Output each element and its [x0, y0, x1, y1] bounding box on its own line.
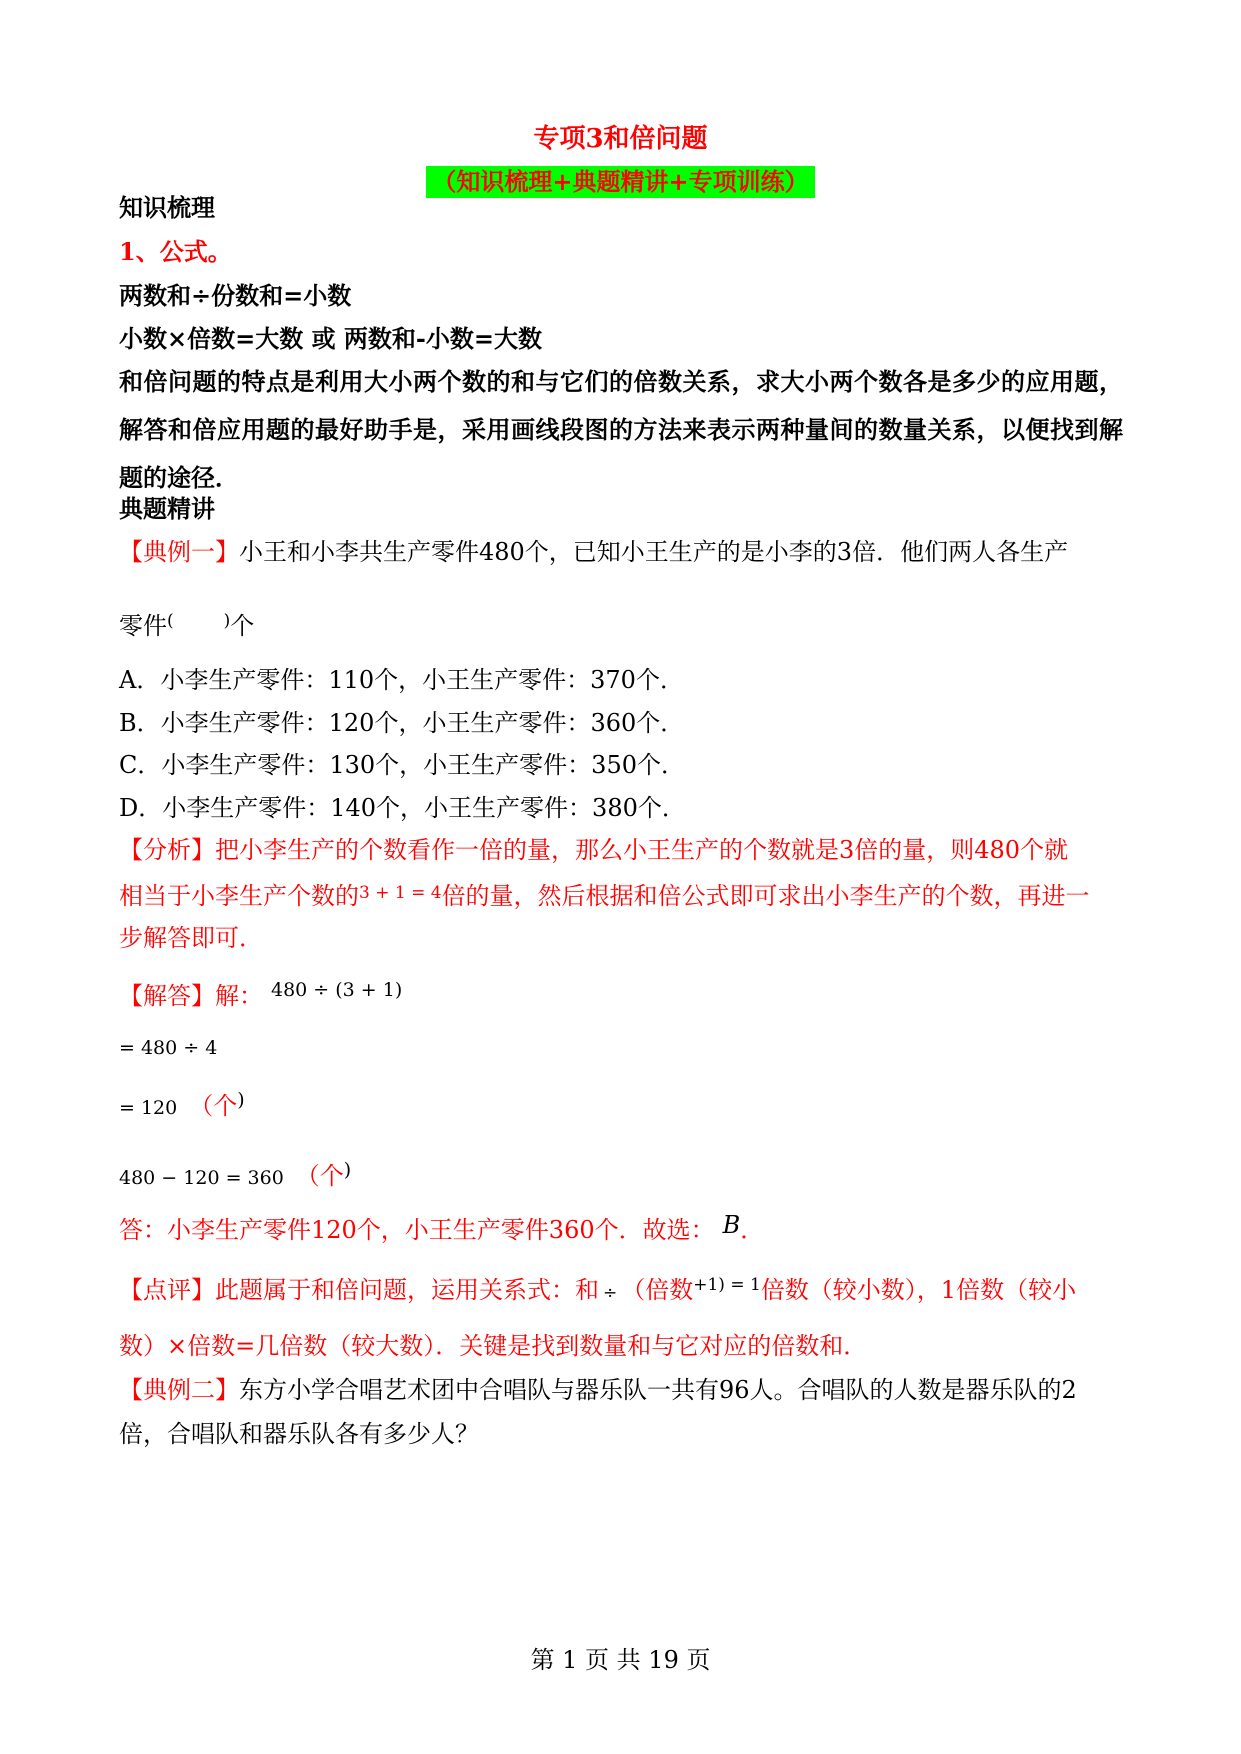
option-b: B．小李生产零件：120个，小王生产零件：360个．	[119, 709, 685, 737]
answer-choice: B	[722, 1211, 741, 1239]
answer-end: ．	[740, 1216, 765, 1244]
unit-close-2: )	[343, 1159, 352, 1181]
comment-text1c: 倍数（较小数），1倍数（较小	[760, 1276, 1077, 1304]
comment-tag: 【点评】	[119, 1276, 215, 1304]
option-d: D．小李生产零件：140个，小王生产零件：380个．	[119, 794, 686, 822]
example1-text2b: 个	[230, 612, 255, 640]
analysis-math: 3 + 1 = 4	[359, 883, 442, 903]
example1-question-line2	[119, 610, 254, 645]
option-c: C．小李生产零件：130个，小王生产零件：350个．	[119, 751, 685, 779]
formula-line-2: 小数×倍数=大数 或 两数和-小数=大数	[119, 324, 542, 353]
comment-math: +1) = 1	[693, 1275, 761, 1295]
solution-step2: = 480 ÷ 4	[119, 1037, 218, 1059]
example1-text: 小王和小李共生产零件480个，已知小王生产的是小李的3倍．他们两人各生产	[239, 538, 1069, 566]
unit-label-2: （个	[295, 1162, 344, 1190]
answer-blank-open: (	[167, 611, 174, 631]
comment-line2: 数）×倍数=几倍数（较大数）．关键是找到数量和与它对应的倍数和．	[119, 1332, 868, 1360]
analysis-text1: 把小李生产的个数看作一倍的量，那么小王生产的个数就是3倍的量，则480个就	[215, 836, 1069, 864]
section-knowledge-heading: 知识梳理	[119, 193, 215, 222]
explanation-paragraph: 和倍问题的特点是利用大小两个数的和与它们的倍数关系，求大小两个数各是多少的应用题，解答和倍应用题的最好助手是，采用画线段图的方法来表示两种量间的数量关系，以便找到解题的途径．	[119, 367, 1123, 492]
solution-step4: 480 − 120 = 360	[119, 1167, 284, 1189]
solution-step3-line	[119, 1090, 245, 1124]
option-a: A．小李生产零件：110个，小王生产零件：370个．	[119, 666, 684, 694]
example2-text1: 东方小学合唱艺术团中合唱队与器乐队一共有96人。合唱队的人数是器乐队的2	[239, 1376, 1077, 1404]
example2-question-line2: 倍，合唱队和器乐队各有多少人？	[119, 1420, 479, 1448]
solution-step1: 480 ÷ (3 + 1)	[271, 979, 403, 1001]
example2-question-line1	[119, 1374, 1077, 1406]
answer-blank-close: )	[223, 611, 231, 631]
section-examples-heading: 典题精讲	[119, 494, 215, 523]
example1-question-line1	[119, 536, 1068, 568]
unit-label: （个	[189, 1092, 238, 1120]
answer-text: 答：小李生产零件120个，小王生产零件360个．故选：	[119, 1216, 715, 1244]
solution-step4-line	[119, 1160, 351, 1194]
unit-close: )	[237, 1089, 245, 1111]
analysis-tag: 【分析】	[119, 836, 215, 864]
page-footer: 第 1 页 共 19 页	[530, 1646, 711, 1674]
comment-text1b: （倍数	[621, 1276, 694, 1304]
analysis-line3: 步解答即可．	[119, 924, 263, 952]
comment-text1a: 此题属于和倍问题，运用关系式：和	[215, 1276, 599, 1304]
example1-tag: 【典例一】	[119, 538, 239, 566]
page-title: 专项3和倍问题	[533, 124, 708, 154]
answer-line	[119, 1211, 765, 1246]
solution-tag: 【解答】	[119, 982, 215, 1010]
example2-tag: 【典例二】	[119, 1376, 239, 1404]
example1-text2a: 零件	[119, 612, 167, 640]
formula-line-1: 两数和÷份数和=小数	[119, 281, 352, 310]
formula-heading: 1、公式。	[119, 237, 232, 266]
solution-word: 解：	[215, 982, 263, 1010]
solution-line	[119, 980, 402, 1014]
analysis-line1	[119, 834, 1068, 866]
analysis-text2a: 相当于小李生产个数的	[119, 882, 359, 910]
comment-div: ÷	[603, 1283, 618, 1303]
analysis-text2b: 倍的量，然后根据和倍公式即可求出小李生产的个数，再进一	[441, 882, 1090, 910]
page-subtitle: （知识梳理+典题精讲+专项训练）	[426, 166, 814, 198]
solution-step3: = 120	[119, 1097, 178, 1119]
comment-line1	[119, 1274, 1076, 1309]
analysis-line2	[119, 880, 1090, 915]
